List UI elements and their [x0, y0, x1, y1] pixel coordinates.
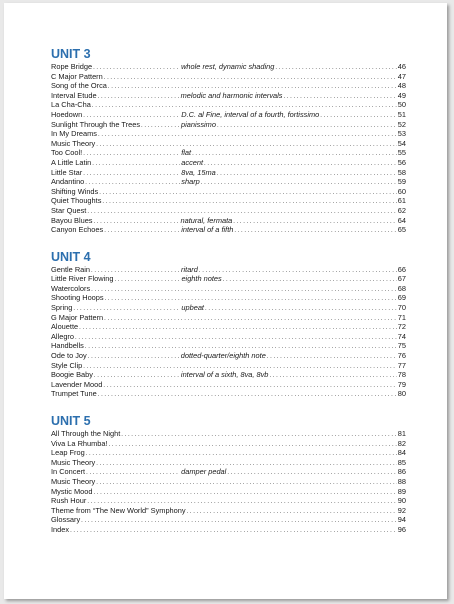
toc-entry[interactable] [51, 177, 406, 187]
dot-leader [92, 158, 180, 168]
entry-page-number: 94 [397, 515, 406, 525]
entry-page-number: 59 [397, 177, 406, 187]
entry-title: A Little Latin [51, 157, 92, 167]
toc-page [4, 3, 447, 599]
entry-title: Star Quest [51, 205, 87, 215]
toc-entry[interactable] [51, 168, 406, 178]
dot-leader [234, 225, 396, 235]
entry-title: Shifting Winds [51, 186, 99, 196]
dot-leader [109, 439, 397, 449]
entry-page-number: 77 [397, 360, 406, 370]
toc-entry[interactable] [51, 351, 406, 361]
unit-section [51, 47, 406, 235]
entry-title: Boogie Baby [51, 370, 93, 380]
toc-entry[interactable] [51, 467, 406, 477]
toc-entry[interactable] [51, 448, 406, 458]
entry-topic: natural, fermata [180, 215, 233, 225]
dot-leader [102, 196, 396, 206]
entry-topic: sharp [181, 177, 200, 187]
dot-leader [70, 525, 397, 535]
dot-leader [75, 332, 397, 342]
dot-leader [201, 177, 397, 187]
entry-page-number: 82 [397, 438, 406, 448]
entry-page-number: 79 [397, 379, 406, 389]
entry-page-number: 68 [397, 283, 406, 293]
toc-entry[interactable] [51, 196, 406, 206]
entry-page-number: 51 [397, 109, 406, 119]
dot-leader [94, 370, 180, 380]
dot-leader [141, 120, 180, 130]
dot-leader [121, 429, 396, 439]
unit-heading: UNIT 5 [51, 414, 91, 428]
toc-entry[interactable] [51, 458, 406, 468]
entry-title: G Major Pattern [51, 312, 104, 322]
entry-page-number: 78 [397, 370, 406, 380]
dot-leader [96, 477, 397, 487]
entry-page-number: 84 [397, 448, 406, 458]
toc-entry[interactable] [51, 389, 406, 399]
dot-leader [187, 506, 397, 516]
dot-leader [96, 458, 397, 468]
toc-entry[interactable] [51, 206, 406, 216]
dot-leader [83, 148, 180, 158]
entry-title: Rope Bridge [51, 62, 93, 71]
toc-entry[interactable] [51, 110, 406, 120]
unit-heading: UNIT 4 [51, 249, 91, 264]
toc-entry[interactable] [51, 525, 406, 535]
entry-page-number: 46 [397, 62, 406, 71]
toc-entry[interactable] [51, 380, 406, 390]
entry-title: Style Clip [51, 360, 83, 370]
entry-page-number: 49 [397, 90, 406, 100]
toc-entry[interactable] [51, 187, 406, 197]
entry-title: Mystic Mood [51, 486, 93, 496]
dot-leader [87, 206, 396, 216]
toc-entry[interactable] [51, 332, 406, 342]
dot-leader [96, 139, 397, 149]
entry-page-number: 74 [397, 331, 406, 341]
entry-page-number: 55 [397, 148, 406, 158]
toc-entry[interactable] [51, 284, 406, 294]
entry-title: Song of the Orca [51, 81, 107, 91]
dot-leader [204, 158, 397, 168]
dot-leader [233, 216, 397, 226]
entry-page-number: 86 [397, 467, 406, 477]
entry-title: Little River Flowing [51, 274, 114, 284]
toc-entry[interactable] [51, 120, 406, 130]
entry-page-number: 71 [397, 312, 406, 322]
entry-page-number: 50 [397, 100, 406, 110]
dot-leader [93, 487, 396, 497]
entry-page-number: 80 [397, 389, 406, 399]
entry-topic: flat [181, 148, 192, 158]
entry-topic: accent [181, 157, 204, 167]
entry-page-number: 47 [397, 71, 406, 81]
entry-topic: melodic and harmonic intervals [180, 90, 283, 100]
toc-entry[interactable] [51, 91, 406, 101]
entry-topic: ritard [181, 264, 198, 274]
entry-title: Glossary [51, 515, 81, 525]
toc-entry[interactable] [51, 487, 406, 497]
entry-topic: damper pedal [181, 467, 227, 477]
dot-leader [217, 168, 397, 178]
dot-leader [205, 303, 397, 313]
entry-topic: pianissimo [181, 119, 216, 129]
toc-entry[interactable] [51, 341, 406, 351]
entry-page-number: 88 [397, 476, 406, 486]
entry-topic: dotted-quarter/eighth note [180, 351, 266, 361]
entry-title: Interval Etude [51, 90, 97, 100]
entry-title: Trumpet Tune [51, 389, 97, 399]
entry-topic: eighth notes [181, 274, 222, 284]
entry-page-number: 92 [397, 505, 406, 515]
toc-entry[interactable] [51, 62, 406, 72]
toc-entry[interactable] [51, 148, 406, 158]
entry-title: Quiet Thoughts [51, 196, 102, 206]
entry-page-number: 56 [397, 157, 406, 167]
dot-leader [104, 313, 397, 323]
toc-entry[interactable] [51, 81, 406, 91]
toc-entry[interactable] [51, 439, 406, 449]
dot-leader [94, 216, 180, 226]
entry-topic: D.C. al Fine, interval of a fourth, fortissimo [181, 109, 320, 119]
dot-leader [227, 467, 396, 477]
dot-leader [85, 177, 180, 187]
toc-entry[interactable] [51, 370, 406, 380]
entry-topic: whole rest, dynamic shading [181, 62, 275, 71]
entry-page-number: 69 [397, 293, 406, 303]
dot-leader [91, 284, 397, 294]
entry-topic: upbeat [181, 303, 204, 313]
toc-entry[interactable] [51, 225, 406, 235]
dot-leader [93, 62, 180, 72]
dot-leader [108, 81, 397, 91]
dot-leader [85, 341, 397, 351]
dot-leader [98, 91, 180, 101]
entry-title: Music Theory [51, 457, 96, 467]
entry-title: Alouette [51, 322, 79, 332]
entry-title: In Concert [51, 467, 86, 477]
entry-title: In My Dreams [51, 129, 97, 139]
toc-entry[interactable] [51, 129, 406, 139]
dot-leader [104, 225, 180, 235]
entry-topic: interval of a fifth [181, 225, 234, 235]
dot-leader [275, 62, 396, 72]
entry-page-number: 89 [397, 486, 406, 496]
entry-page-number: 90 [397, 496, 406, 506]
entry-title: Handbells [51, 341, 84, 351]
entry-title: Index [51, 524, 70, 534]
toc-entry[interactable] [51, 313, 406, 323]
dot-leader [192, 148, 397, 158]
dot-leader [104, 72, 397, 82]
entry-title: Music Theory [51, 138, 96, 148]
toc-entry[interactable] [51, 303, 406, 313]
entry-page-number: 96 [397, 524, 406, 534]
entry-title: Shooting Hoops [51, 293, 104, 303]
toc-entry[interactable] [51, 496, 406, 506]
toc-entry[interactable] [51, 477, 406, 487]
dot-leader [83, 168, 180, 178]
dot-leader [269, 370, 396, 380]
dot-leader [105, 293, 397, 303]
entry-title: Music Theory [51, 476, 96, 486]
entry-title: Leap Frog [51, 448, 85, 458]
toc-entry[interactable] [51, 361, 406, 371]
entry-page-number: 67 [397, 274, 406, 284]
entry-title: Viva La Rhumba! [51, 438, 108, 448]
toc-entry[interactable] [51, 72, 406, 82]
toc-entry[interactable] [51, 216, 406, 226]
entry-page-number: 75 [397, 341, 406, 351]
toc-entry[interactable] [51, 515, 406, 525]
toc-entry[interactable] [51, 293, 406, 303]
entry-page-number: 62 [397, 205, 406, 215]
dot-leader [320, 110, 397, 120]
entry-title: C Major Pattern [51, 71, 103, 81]
dot-leader [99, 187, 397, 197]
entry-title: Lavender Mood [51, 379, 103, 389]
entry-title: Rush Hour [51, 496, 87, 506]
entry-page-number: 58 [397, 167, 406, 177]
entry-page-number: 64 [397, 215, 406, 225]
unit-section [51, 414, 406, 535]
dot-leader [83, 110, 180, 120]
dot-leader [87, 496, 396, 506]
entry-title: Watercolors [51, 283, 91, 293]
dot-leader [223, 274, 397, 284]
dot-leader [86, 467, 180, 477]
entry-title: Too Cool! [51, 148, 83, 158]
toc-entry[interactable] [51, 100, 406, 110]
entry-title: Sunlight Through the Trees [51, 119, 141, 129]
entry-page-number: 70 [397, 303, 406, 313]
entry-page-number: 65 [397, 225, 406, 235]
entry-title: Ode to Joy [51, 351, 87, 361]
dot-leader [91, 265, 180, 275]
toc-entry[interactable] [51, 429, 406, 439]
dot-leader [283, 91, 396, 101]
entry-title: Andantino [51, 177, 85, 187]
entry-topic: 8va, 15ma [181, 167, 216, 177]
entry-page-number: 85 [397, 457, 406, 467]
entry-title: Gentle Rain [51, 264, 91, 274]
entry-title: La Cha-Cha [51, 100, 91, 110]
entry-page-number: 48 [397, 81, 406, 91]
toc-entry[interactable] [51, 265, 406, 275]
entry-page-number: 66 [397, 264, 406, 274]
dot-leader [81, 515, 397, 525]
entry-title: Little Star [51, 167, 83, 177]
unit-heading: UNIT 3 [51, 47, 91, 61]
entry-page-number: 72 [397, 322, 406, 332]
entry-title: Bayou Blues [51, 215, 93, 225]
entry-title: Spring [51, 303, 73, 313]
entry-title: Canyon Echoes [51, 225, 104, 235]
entry-page-number: 61 [397, 196, 406, 206]
toc-entry[interactable] [51, 506, 406, 516]
toc-entry[interactable] [51, 274, 406, 284]
entry-page-number: 54 [397, 138, 406, 148]
dot-leader [79, 322, 397, 332]
dot-leader [199, 265, 397, 275]
dot-leader [73, 303, 180, 313]
entry-title: All Through the Night [51, 429, 121, 438]
dot-leader [217, 120, 397, 130]
dot-leader [103, 380, 396, 390]
dot-leader [92, 100, 397, 110]
entry-page-number: 53 [397, 129, 406, 139]
entry-page-number: 76 [397, 351, 406, 361]
dot-leader [86, 448, 397, 458]
entry-title: Theme from “The New World” Symphony [51, 505, 186, 515]
dot-leader [98, 129, 397, 139]
toc-entry[interactable] [51, 139, 406, 149]
dot-leader [98, 389, 397, 399]
toc-entry[interactable] [51, 158, 406, 168]
entry-topic: interval of a sixth, 8va, 8vb [180, 370, 269, 380]
dot-leader [114, 274, 180, 284]
entry-page-number: 60 [397, 186, 406, 196]
dot-leader [88, 351, 180, 361]
unit-section [51, 250, 406, 399]
dot-leader [267, 351, 397, 361]
entry-page-number: 81 [397, 429, 406, 438]
entry-title: Hoedown [51, 109, 83, 119]
entry-page-number: 52 [397, 119, 406, 129]
entry-title: Allegro [51, 331, 75, 341]
table-of-contents [51, 47, 406, 550]
dot-leader [83, 361, 397, 371]
toc-entry[interactable] [51, 322, 406, 332]
